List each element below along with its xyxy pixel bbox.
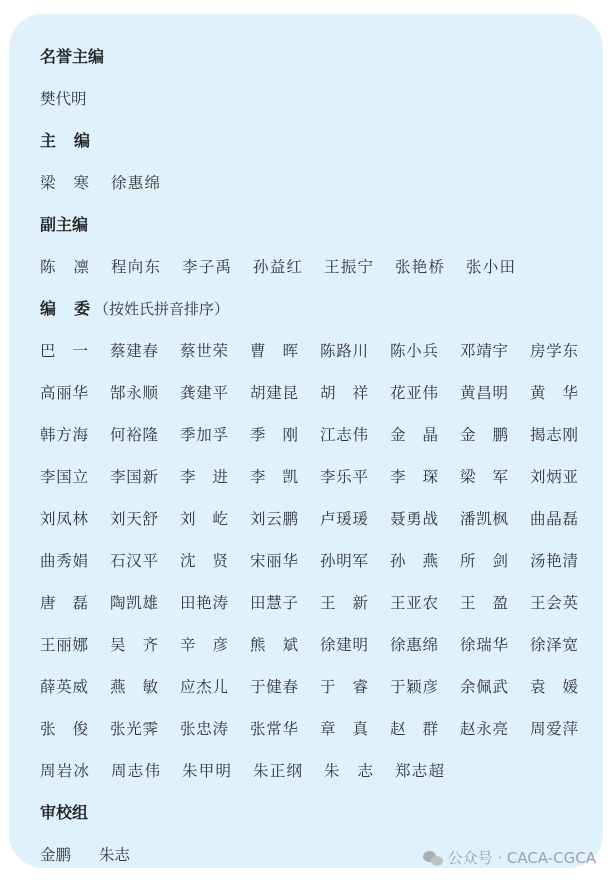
names-row: [40, 372, 600, 414]
person-name: 季加孚: [180, 426, 228, 444]
person-name: 刘云鹏: [250, 510, 298, 528]
person-name: 高丽华: [40, 384, 88, 402]
person-name: 王振宁: [324, 258, 373, 276]
person-name: 王丽娜: [40, 636, 88, 654]
watermark-text: 公众号 · CACA-CGCA: [447, 849, 596, 867]
person-name: 梁军: [460, 468, 508, 486]
person-name: 花亚伟: [390, 384, 438, 402]
person-name: 李国立: [40, 468, 88, 486]
person-name: 孙益红: [253, 258, 302, 276]
wechat-icon: [423, 850, 443, 866]
person-name: 韩方海: [40, 426, 88, 444]
names-row: [40, 498, 600, 540]
person-name: 所剑: [460, 552, 508, 570]
person-name: 聂勇战: [390, 510, 438, 528]
person-name: 唐磊: [40, 594, 88, 612]
person-name: 孙燕: [390, 552, 438, 570]
person-name: 王新: [320, 594, 368, 612]
person-name: 王盈: [460, 594, 508, 612]
person-name: 周志伟: [111, 762, 160, 780]
person-name: 熊斌: [250, 636, 298, 654]
person-name: 朱志: [324, 762, 373, 780]
names-row: [40, 78, 600, 120]
person-name: 陈凛: [40, 258, 89, 276]
names-row: [40, 330, 600, 372]
person-name: 李进: [180, 468, 228, 486]
person-name: 周爱萍: [530, 720, 578, 738]
section-title: 副主编: [40, 215, 89, 234]
person-name: 曲秀娟: [40, 552, 88, 570]
person-name: 余佩武: [460, 678, 508, 696]
person-name: 房学东: [530, 342, 578, 360]
person-name: 金晶: [390, 426, 438, 444]
section-title: 编委: [40, 299, 90, 318]
person-name: 程向东: [111, 258, 160, 276]
person-name: 李琛: [390, 468, 438, 486]
section-title: 主编: [40, 131, 90, 150]
person-name: 田慧子: [250, 594, 298, 612]
person-name: 刘凤林: [40, 510, 88, 528]
person-name: 于健春: [250, 678, 298, 696]
person-name: 燕敏: [110, 678, 158, 696]
person-name: 徐建明: [320, 636, 368, 654]
section-note: （按姓氏拼音排序）: [94, 300, 230, 318]
names-row: [40, 246, 600, 288]
person-name: 于颖彦: [390, 678, 438, 696]
person-name: 徐瑞华: [460, 636, 508, 654]
person-name: 金鹏: [460, 426, 508, 444]
names-row: [40, 666, 600, 708]
person-name: 龚建平: [180, 384, 228, 402]
person-name: 江志伟: [320, 426, 368, 444]
person-name: 赵永亮: [460, 720, 508, 738]
person-name: 徐惠绵: [111, 174, 160, 192]
person-name: 李国新: [110, 468, 158, 486]
chief-editors-heading: [40, 120, 600, 162]
person-name: 袁媛: [530, 678, 578, 696]
person-name: 何裕隆: [110, 426, 158, 444]
person-name: 石汉平: [110, 552, 158, 570]
person-name: 孙明军: [320, 552, 368, 570]
person-name: 田艳涛: [180, 594, 228, 612]
person-name: 应杰儿: [180, 678, 228, 696]
person-name: 于睿: [320, 678, 368, 696]
person-name: 黄华: [530, 384, 578, 402]
person-name: 郑志超: [395, 762, 444, 780]
person-name: 邓靖宇: [460, 342, 508, 360]
names-row: [40, 708, 600, 750]
person-name: 张艳桥: [395, 258, 444, 276]
person-name: 黄昌明: [460, 384, 508, 402]
person-name: 陈小兵: [390, 342, 438, 360]
names-row: [40, 414, 600, 456]
honorary-editor-heading: [40, 36, 600, 78]
person-name: 蔡世荣: [180, 342, 228, 360]
proofreading-group-heading: [40, 792, 600, 834]
person-name: 李凯: [250, 468, 298, 486]
person-name: 汤艳清: [530, 552, 578, 570]
person-name: 潘凯枫: [460, 510, 508, 528]
section-title: 名誉主编: [40, 47, 105, 66]
names-row: [40, 624, 600, 666]
person-name: 揭志刚: [530, 426, 578, 444]
person-name: 李乐平: [320, 468, 368, 486]
person-name: 刘天舒: [110, 510, 158, 528]
person-name: 张光霁: [110, 720, 158, 738]
person-name: 李子禹: [182, 258, 231, 276]
names-row: [40, 582, 600, 624]
person-name: 王亚农: [390, 594, 438, 612]
editorial-list: [40, 36, 600, 876]
person-name: 樊代明: [40, 90, 87, 108]
person-name: 梁寒: [40, 174, 89, 192]
watermark: [423, 847, 596, 868]
person-name: 朱志: [99, 846, 131, 864]
person-name: 刘屹: [180, 510, 228, 528]
names-row: [40, 456, 600, 498]
person-name: 赵群: [390, 720, 438, 738]
person-name: 辛彦: [180, 636, 228, 654]
person-name: 周岩冰: [40, 762, 89, 780]
person-name: 朱正纲: [253, 762, 302, 780]
deputy-chief-editors-heading: [40, 204, 600, 246]
person-name: 蔡建春: [110, 342, 158, 360]
names-row: [40, 540, 600, 582]
person-name: 张小田: [466, 258, 515, 276]
person-name: 胡建昆: [250, 384, 298, 402]
person-name: 宋丽华: [250, 552, 298, 570]
person-name: 薛英威: [40, 678, 88, 696]
person-name: 巴一: [40, 342, 88, 360]
person-name: 徐惠绵: [390, 636, 438, 654]
person-name: 卢瑗瑗: [320, 510, 368, 528]
person-name: 曹晖: [250, 342, 298, 360]
person-name: 章真: [320, 720, 368, 738]
names-row: [40, 750, 600, 792]
person-name: 朱甲明: [182, 762, 231, 780]
person-name: 王会英: [530, 594, 578, 612]
person-name: 郜永顺: [110, 384, 158, 402]
person-name: 陈路川: [320, 342, 368, 360]
person-name: 季刚: [250, 426, 298, 444]
person-name: 张常华: [250, 720, 298, 738]
person-name: 吴齐: [110, 636, 158, 654]
person-name: 刘炳亚: [530, 468, 578, 486]
person-name: 胡祥: [320, 384, 368, 402]
person-name: 陶凯雄: [110, 594, 158, 612]
editorial-board-heading: [40, 288, 600, 330]
person-name: 徐泽宽: [530, 636, 578, 654]
section-title: 审校组: [40, 803, 89, 822]
names-row: [40, 162, 600, 204]
person-name: 曲晶磊: [530, 510, 578, 528]
person-name: 金鹏: [40, 846, 72, 864]
person-name: 张忠涛: [180, 720, 228, 738]
content-card: [9, 14, 603, 868]
person-name: 沈贤: [180, 552, 228, 570]
person-name: 张俊: [40, 720, 88, 738]
